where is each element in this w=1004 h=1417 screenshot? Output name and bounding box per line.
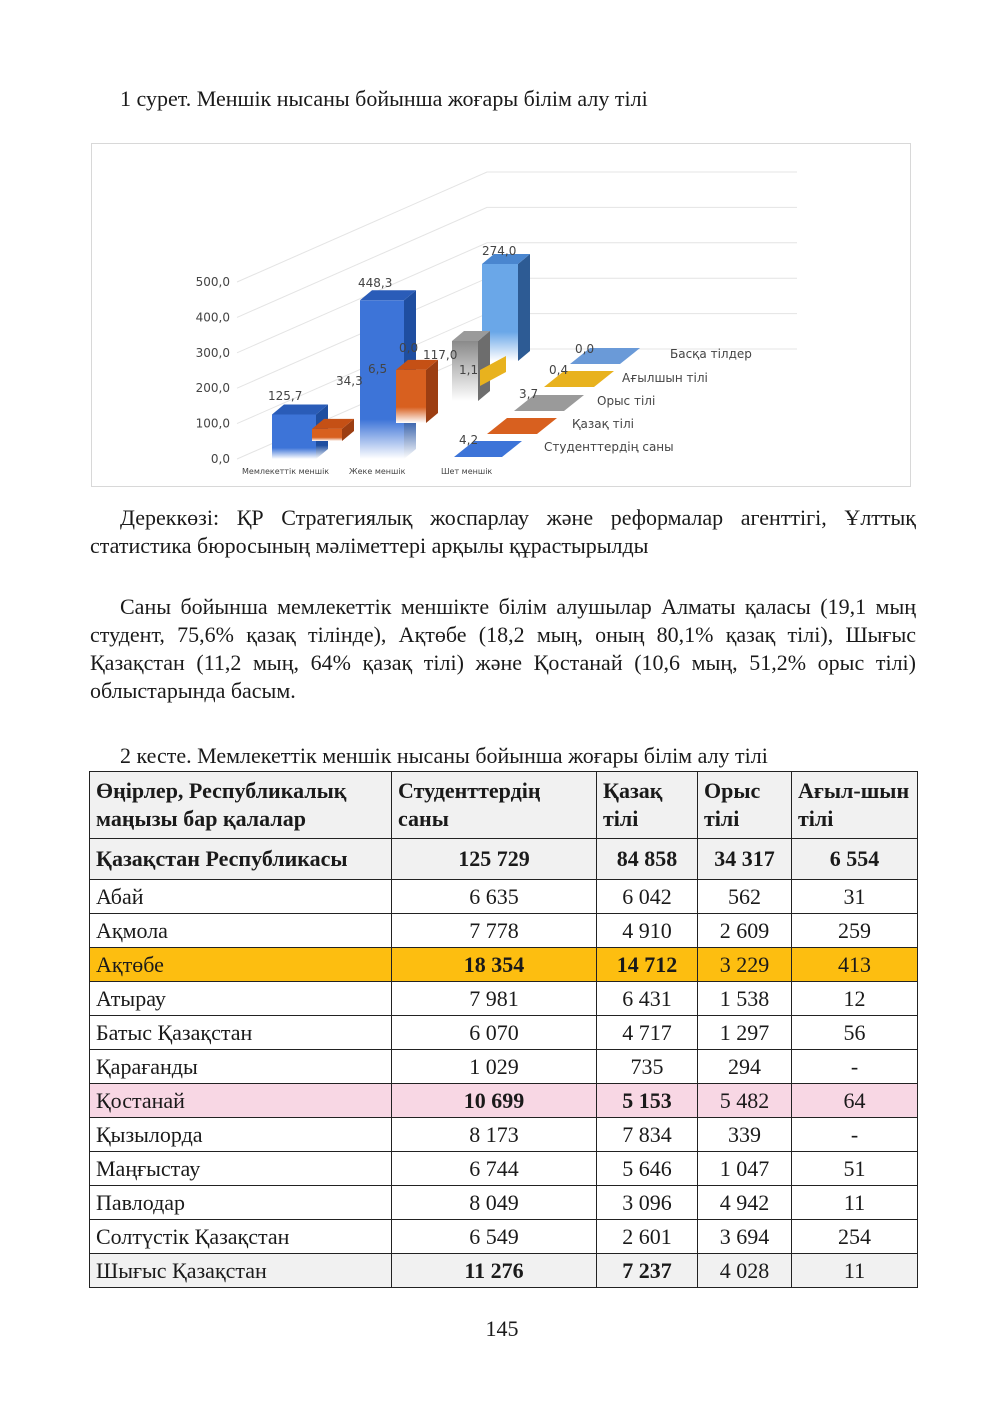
cell-region: Ақтөбе: [90, 948, 392, 982]
table-header-row: [90, 772, 918, 839]
cell-students: 8 049: [392, 1186, 597, 1220]
table-row: [90, 1152, 918, 1186]
cell-region: Абай: [90, 880, 392, 914]
cell-region: Қостанай: [90, 1084, 392, 1118]
bar-kazakh-private-back: [396, 360, 438, 423]
cell-region: Шығыс Қазақстан: [90, 1254, 392, 1288]
cell-region: Атырау: [90, 982, 392, 1016]
cell-russian: 4 942: [698, 1186, 792, 1220]
cell-russian: 294: [698, 1050, 792, 1084]
cell-russian: 339: [698, 1118, 792, 1152]
header-english: Ағыл-шын тілі: [792, 772, 918, 839]
header-region: Өңірлер, Республикалық маңызы бар қалалар: [90, 772, 392, 839]
cell-students: 7 981: [392, 982, 597, 1016]
cell-students: 6 070: [392, 1016, 597, 1050]
cell-english: 259: [792, 914, 918, 948]
cell-region: Батыс Қазақстан: [90, 1016, 392, 1050]
x-tick-label: Мемлекеттік меншік: [242, 467, 330, 476]
cell-english: 64: [792, 1084, 918, 1118]
page-number: 145: [485, 1316, 519, 1341]
cell-students: 125 729: [392, 839, 597, 880]
cell-kazakh: 735: [597, 1050, 698, 1084]
value-label: 3,7: [519, 387, 539, 401]
legend-label: Орыс тілі: [597, 394, 656, 408]
table-row: [90, 1254, 918, 1288]
cell-russian: 1 538: [698, 982, 792, 1016]
cell-russian: 562: [698, 880, 792, 914]
table-caption: 2 кесте. Мемлекеттік меншік нысаны бойынша жоғары білім алу тілі: [120, 743, 768, 768]
cell-kazakh: 14 712: [597, 948, 698, 982]
cell-region: Қызылорда: [90, 1118, 392, 1152]
value-label: 0,0: [575, 342, 595, 356]
cell-students: 8 173: [392, 1118, 597, 1152]
figure-caption: 1 сурет. Меншік нысаны бойынша жоғары білім алу тілі: [120, 86, 648, 111]
cell-russian: 2 609: [698, 914, 792, 948]
data-table: [89, 771, 918, 1288]
cell-kazakh: 7 834: [597, 1118, 698, 1152]
value-label: 274,0: [482, 244, 517, 258]
y-tick-label: 200,0: [195, 381, 230, 396]
cell-region: Маңғыстау: [90, 1152, 392, 1186]
legend-label: Басқа тілдер: [670, 347, 752, 361]
header-students: Студенттердің саны: [392, 772, 597, 839]
cell-students: 6 635: [392, 880, 597, 914]
value-label: 125,7: [268, 389, 303, 403]
y-tick-label: 400,0: [195, 310, 230, 325]
cell-students: 6 549: [392, 1220, 597, 1254]
y-tick-label: 0,0: [210, 452, 230, 466]
cell-region: Павлодар: [90, 1186, 392, 1220]
value-label: 4,2: [459, 433, 479, 447]
cell-kazakh: 4 717: [597, 1016, 698, 1050]
table-row: [90, 1050, 918, 1084]
cell-english: 31: [792, 880, 918, 914]
value-label: 34,3: [336, 374, 363, 388]
legend-label: Қазақ тілі: [572, 417, 634, 431]
header-kazakh: Қазақ тілі: [597, 772, 698, 839]
table-row: [90, 914, 918, 948]
cell-russian: 1 297: [698, 1016, 792, 1050]
cell-students: 10 699: [392, 1084, 597, 1118]
cell-students: 11 276: [392, 1254, 597, 1288]
cell-english: 56: [792, 1016, 918, 1050]
cell-english: 11: [792, 1186, 918, 1220]
y-tick-label: 500,0: [195, 275, 230, 289]
cell-kazakh: 5 153: [597, 1084, 698, 1118]
value-label: 448,3: [358, 276, 393, 290]
table-row: [90, 1220, 918, 1254]
table-row: [90, 982, 918, 1016]
chart-svg: [92, 144, 912, 488]
x-tick-label: Шет меншік: [441, 467, 493, 476]
legend-label: Студенттердің саны: [544, 440, 674, 454]
cell-russian: 4 028: [698, 1254, 792, 1288]
cell-region: Ақмола: [90, 914, 392, 948]
source-note: Дереккөзі: ҚР Стратегиялық жоспарлау және реформалар агенттігі, Ұлттық статистика бюросының мәліметтері арқылы құрастырылды: [90, 505, 916, 558]
cell-russian: 34 317: [698, 839, 792, 880]
cell-students: 18 354: [392, 948, 597, 982]
legend-label: Ағылшын тілі: [622, 371, 708, 385]
cell-region: Солтүстік Қазақстан: [90, 1220, 392, 1254]
cell-region: Қарағанды: [90, 1050, 392, 1084]
cell-russian: 5 482: [698, 1084, 792, 1118]
cell-kazakh: 6 042: [597, 880, 698, 914]
cell-english: 254: [792, 1220, 918, 1254]
cell-kazakh: 6 431: [597, 982, 698, 1016]
cell-english: -: [792, 1118, 918, 1152]
x-tick-label: Жеке меншік: [349, 467, 406, 476]
cell-russian: 3 694: [698, 1220, 792, 1254]
paragraph: Саны бойынша мемлекеттік меншікте білім алушылар Алматы қаласы (19,1 мың студент, 75,6% қазақ тілінде), Ақтөбе (18,2 мың, оның 80,1% қазақ тілі), Шығыс Қазақстан (11,2 мың, 64% қазақ тілі) және Қостанай (10,6 мың, 51,2% орыс тілі) облыстарында басым.: [90, 594, 916, 703]
table-row: [90, 1084, 918, 1118]
table-row: [90, 880, 918, 914]
cell-kazakh: 2 601: [597, 1220, 698, 1254]
y-tick-label: 300,0: [195, 345, 230, 360]
cell-kazakh: 7 237: [597, 1254, 698, 1288]
table-row-total: [90, 839, 918, 880]
table-row: [90, 1186, 918, 1220]
table-row: [90, 1016, 918, 1050]
value-label: 6,5: [368, 362, 388, 376]
value-label: 0,4: [549, 363, 569, 377]
chart: [91, 143, 911, 487]
value-label: 117,0: [423, 348, 458, 362]
cell-kazakh: 84 858: [597, 839, 698, 880]
cell-kazakh: 3 096: [597, 1186, 698, 1220]
cell-english: 413: [792, 948, 918, 982]
cell-english: 11: [792, 1254, 918, 1288]
value-label: 1,1: [459, 363, 479, 377]
cell-english: 51: [792, 1152, 918, 1186]
table-row: [90, 1118, 918, 1152]
cell-english: 12: [792, 982, 918, 1016]
cell-students: 6 744: [392, 1152, 597, 1186]
cell-russian: 3 229: [698, 948, 792, 982]
cell-kazakh: 4 910: [597, 914, 698, 948]
cell-kazakh: 5 646: [597, 1152, 698, 1186]
cell-english: -: [792, 1050, 918, 1084]
cell-students: 7 778: [392, 914, 597, 948]
cell-english: 6 554: [792, 839, 918, 880]
table-row: [90, 948, 918, 982]
cell-students: 1 029: [392, 1050, 597, 1084]
y-tick-label: 100,0: [195, 416, 230, 431]
bar-kazakh-tile: [487, 418, 557, 434]
cell-russian: 1 047: [698, 1152, 792, 1186]
value-label: 0,0: [399, 341, 419, 355]
header-russian: Орыс тілі: [698, 772, 792, 839]
cell-region: Қазақстан Республикасы: [90, 839, 392, 880]
